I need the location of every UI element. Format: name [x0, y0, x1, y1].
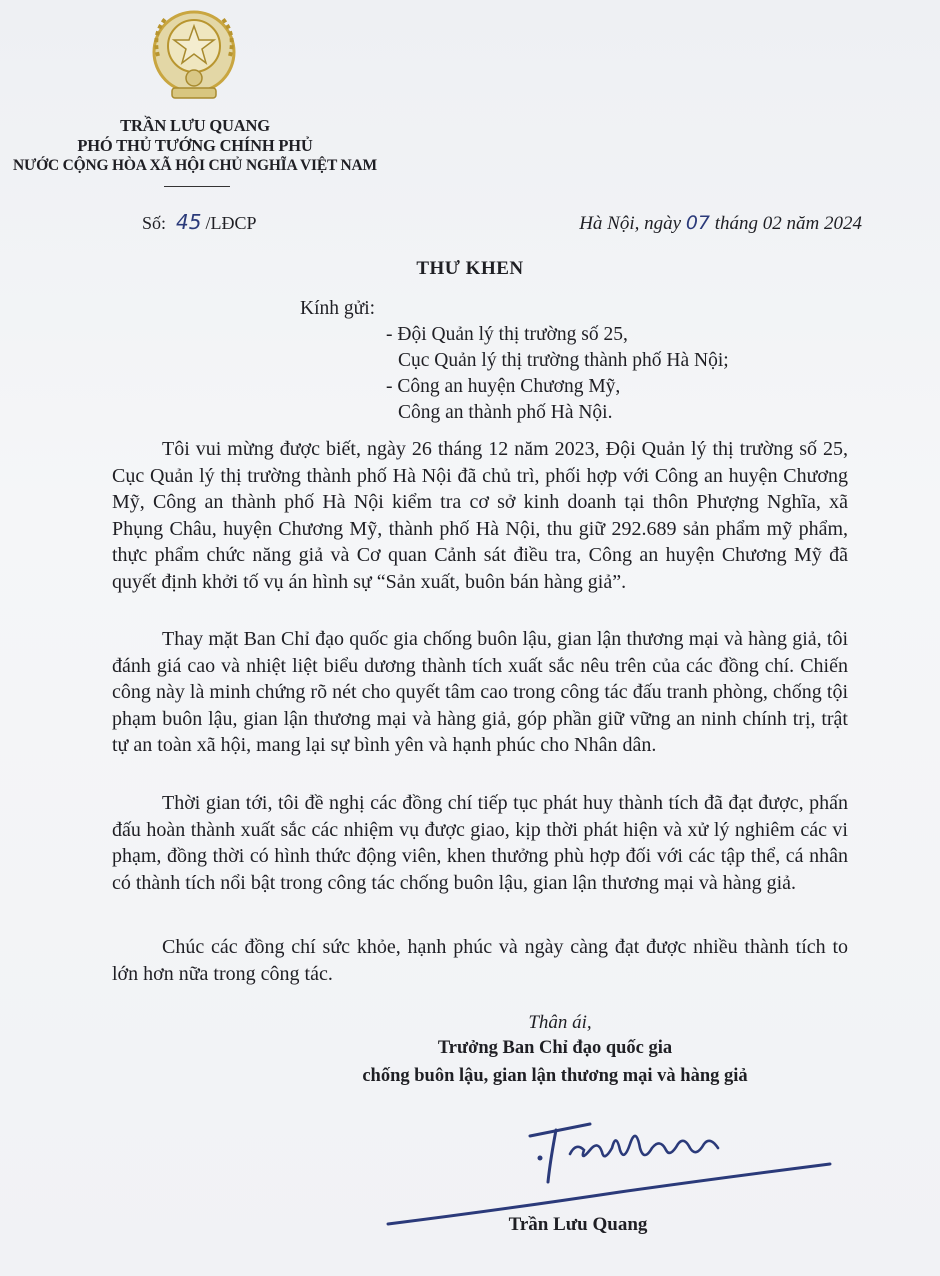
- body-paragraph: [112, 436, 848, 595]
- reference-handwritten-number: 45: [176, 210, 202, 234]
- sender-name: TRẦN LƯU QUANG: [120, 116, 270, 135]
- date-handwritten-day: 07: [685, 212, 710, 234]
- letter-date: [579, 212, 862, 235]
- sender-position: PHÓ THỦ TƯỚNG CHÍNH PHỦ: [77, 136, 313, 155]
- reference-suffix: /LĐCP: [205, 213, 257, 233]
- paragraph-text: Chúc các đồng chí sức khỏe, hạnh phúc và ngày càng đạt được nhiều thành tích to lớn hơn nữa trong công tác.: [112, 936, 848, 985]
- country-name: NƯỚC CỘNG HÒA XÃ HỘI CHỦ NGHĨA VIỆT NAM: [13, 157, 377, 174]
- body-paragraph: [112, 790, 848, 896]
- date-prefix: Hà Nội, ngày: [579, 213, 682, 234]
- signer-name: Trần Lưu Quang: [508, 1214, 648, 1235]
- signer-title-line: chống buôn lậu, gian lận thương mại và hàng giả: [362, 1066, 748, 1086]
- reference-number: [142, 210, 256, 234]
- letter-title: THƯ KHEN: [416, 258, 524, 279]
- header-divider: [164, 186, 230, 187]
- national-emblem-icon: [142, 4, 246, 104]
- recipient-greeting: Kính gửi:: [300, 298, 376, 319]
- recipient-line: - Công an huyện Chương Mỹ,: [386, 376, 621, 397]
- paragraph-text: Thay mặt Ban Chỉ đạo quốc gia chống buôn lậu, gian lận thương mại và hàng giả, tôi đánh giá cao và nhiệt liệt biểu dương thành tích xuất sắc nêu trên của các đồng chí. Chiến công này là minh chứng rõ nét cho quyết tâm cao trong công tác đấu tranh phòng, chống tội phạm buôn lậu, gian lận thương mại và hàng giả, góp phần giữ vững an ninh chính trị, trật tự an toàn xã hội, mang lại sự bình yên và hạnh phúc cho Nhân dân.: [112, 628, 848, 756]
- signer-title-line: Trưởng Ban Chỉ đạo quốc gia: [437, 1038, 673, 1058]
- body-paragraph: [112, 934, 848, 987]
- paragraph-text: Tôi vui mừng được biết, ngày 26 tháng 12 năm 2023, Đội Quản lý thị trường số 25, Cục Quản lý thị trường thành phố Hà Nội đã chủ trì, phối hợp với Công an huyện Chương Mỹ, Công an thành phố Hà Nội kiểm tra cơ sở kinh doanh tại thôn Phượng Nghĩa, xã Phụng Châu, huyện Chương Mỹ, thành phố Hà Nội, thu giữ 292.689 sản phẩm mỹ phẩm, thực phẩm chức năng giả và Cơ quan Cảnh sát điều tra, Công an huyện Chương Mỹ đã quyết định khởi tố vụ án hình sự “Sản xuất, buôn bán hàng giả”.: [112, 438, 848, 593]
- handwritten-signature-icon: [380, 1092, 850, 1232]
- date-rest: tháng 02 năm 2024: [714, 213, 862, 234]
- closing-salutation: Thân ái,: [528, 1012, 592, 1033]
- recipient-line: Công an thành phố Hà Nội.: [398, 402, 613, 423]
- body-paragraph: [112, 626, 848, 759]
- reference-label: Số:: [142, 213, 167, 233]
- paragraph-text: Thời gian tới, tôi đề nghị các đồng chí tiếp tục phát huy thành tích đã đạt được, phấn đấu hoàn thành xuất sắc các nhiệm vụ được giao, kịp thời phát hiện và xử lý nghiêm các vi phạm, đồng thời có hình thức động viên, khen thưởng phù hợp đối với các tập thể, cá nhân có thành tích nổi bật trong công tác chống buôn lậu, gian lận thương mại và hàng giả.: [112, 792, 848, 894]
- recipient-line: - Đội Quản lý thị trường số 25,: [386, 324, 628, 345]
- recipient-line: Cục Quản lý thị trường thành phố Hà Nội;: [398, 350, 729, 371]
